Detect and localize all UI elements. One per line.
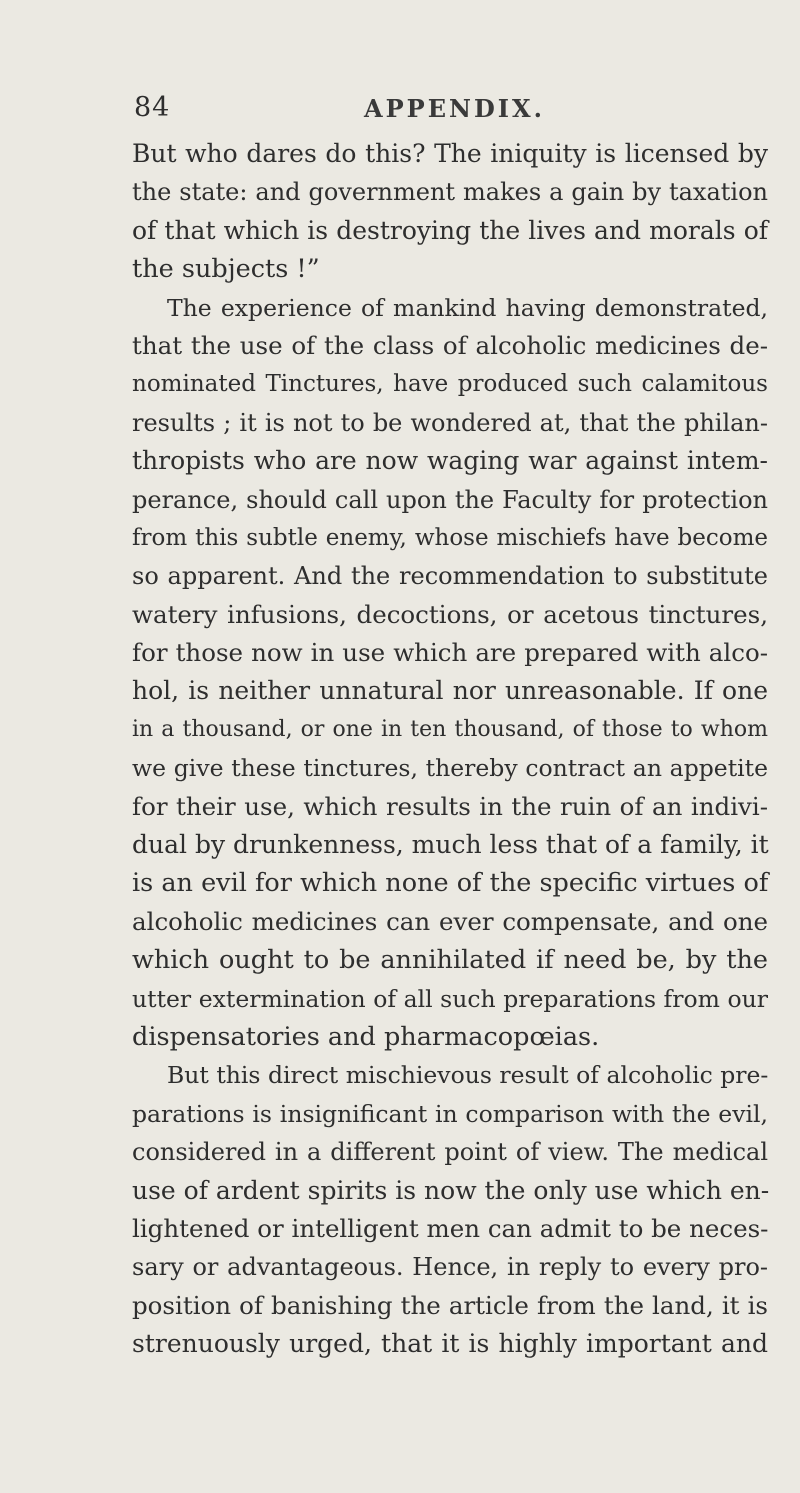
text-line: dual by drunkenness, much less that of a family, it <box>132 830 769 860</box>
running-head: APPENDIX. <box>364 94 545 123</box>
page-number: 84 <box>134 92 171 123</box>
text-line: alcoholic medicines can ever compensate, and one <box>132 906 768 936</box>
text-line: that the use of the class of alcoholic medicines de- <box>132 330 768 360</box>
text-line: utter extermination of all such preparations from our <box>132 984 768 1013</box>
text-line: strenuously urged, that it is highly important and <box>132 1329 768 1359</box>
text-line: from this subtle enemy, whose mischiefs have become <box>132 524 768 551</box>
text-line: parations is insignificant in comparison with the evil, <box>132 1099 768 1128</box>
text-line: which ought to be annihilated if need be, by the <box>132 945 768 976</box>
text-line: The experience of mankind having demonstrated, <box>167 293 768 322</box>
text-line: position of banishing the article from the land, it is <box>132 1290 768 1320</box>
text-line: the subjects !” <box>132 254 320 285</box>
text-line: sary or advantageous. Hence, in reply to every pro- <box>132 1253 768 1282</box>
text-line: considered in a different point of view. The medical <box>132 1138 768 1167</box>
text-line: But this direct mischievous result of alcoholic pre- <box>167 1061 769 1090</box>
text-line: thropists who are now waging war against intem- <box>132 446 768 476</box>
text-line: for those now in use which are prepared with alco- <box>132 638 768 668</box>
text-line: dispensatories and pharmacopœias. <box>132 1021 600 1052</box>
text-line: of that which is destroying the lives and morals of <box>132 215 768 245</box>
text-line: use of ardent spirits is now the only use which en- <box>132 1175 770 1205</box>
text-line: hol, is neither unnatural nor unreasonable. If one <box>132 676 768 706</box>
text-line: perance, should call upon the Faculty for protection <box>132 485 768 514</box>
text-line: for their use, which results in the ruin of an indivi- <box>132 791 768 821</box>
text-line: in a thousand, or one in ten thousand, of those to whom <box>132 716 768 742</box>
text-line: lightened or intelligent men can admit to be neces- <box>132 1213 769 1243</box>
body-text <box>132 135 768 1364</box>
text-line: we give these tinctures, thereby contract an appetite <box>132 754 768 783</box>
text-line: results ; it is not to be wondered at, that the philan- <box>132 408 768 437</box>
text-line: is an evil for which none of the specific virtues of <box>132 868 769 899</box>
text-line: watery infusions, decoctions, or acetous tinctures, <box>132 599 768 629</box>
text-line: so apparent. And the recommendation to substitute <box>132 562 768 591</box>
text-line: the state: and government makes a gain by taxation <box>132 178 768 207</box>
page-header <box>134 92 694 132</box>
text-line: nominated Tinctures, have produced such calamitous <box>132 371 768 398</box>
text-line: But who dares do this? The iniquity is licensed by <box>132 139 768 168</box>
